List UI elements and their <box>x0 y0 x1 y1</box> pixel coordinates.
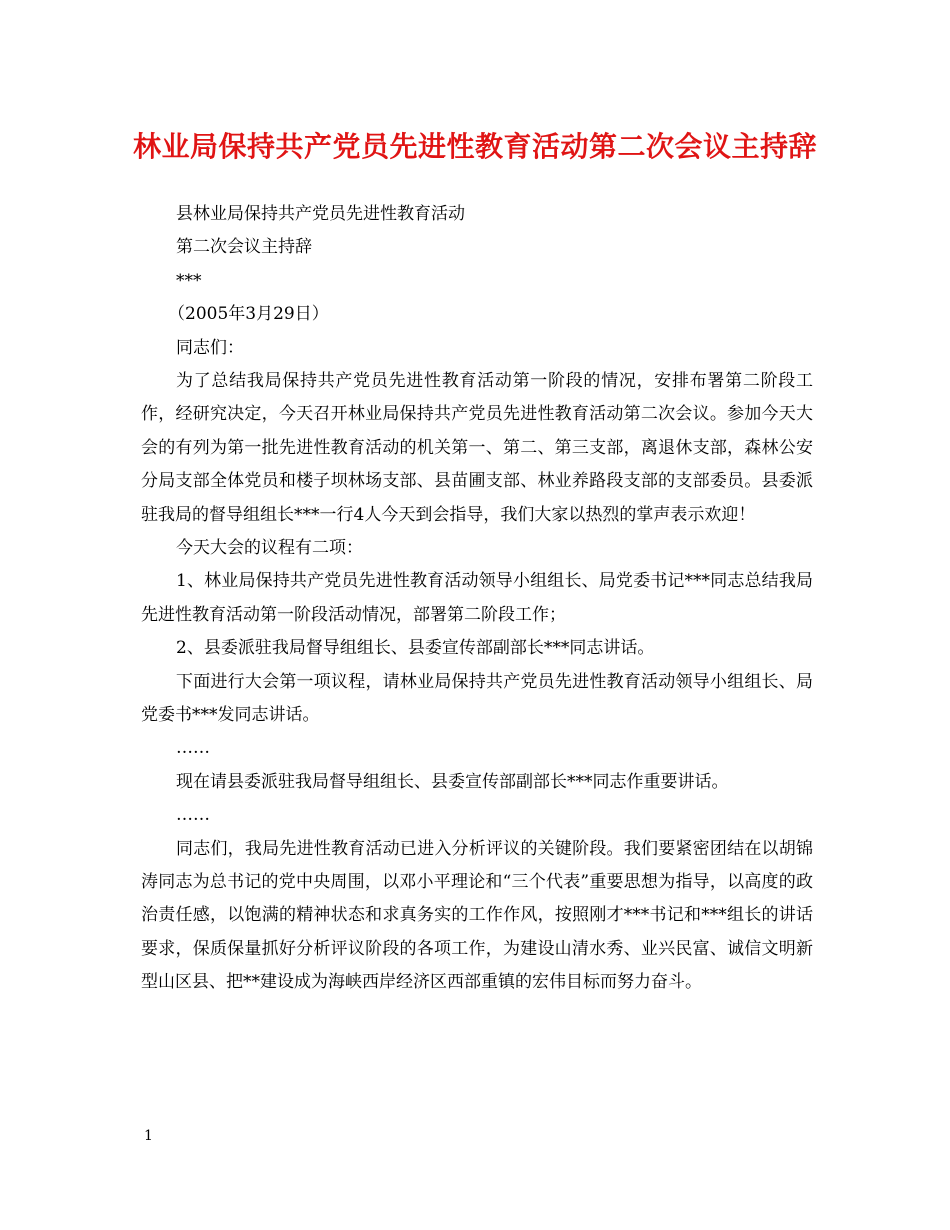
date-line: （2005年3月29日） <box>168 304 329 325</box>
document-title: 林业局保持共产党员先进性教育活动第二次会议主持辞 <box>132 130 817 163</box>
paragraph-closing: 同志们，我局先进性教育活动已进入分析评议的关键阶段。我们要紧密团结在以胡锦涛同志为总书记的党中央周围，以邓小平理论和“三个代表”重要思想为指导，以高度的政治责任感，以饱满的精神状态和求真务实的工作作风，按照刚才***书记和***组长的讲话要求，保质保量抓好分析评议阶段的各项工作，为建设山清水秀、业兴民富、诚信文明新型山区县、把**建设成为海峡西岸经济区西部重镇的宏伟目标而努力奋斗。 <box>141 838 813 993</box>
paragraph-second-agenda: 现在请县委派驻我局督导组组长、县委宣传部副部长***同志作重要讲话。 <box>176 771 729 792</box>
ellipsis-1: …… <box>176 738 210 759</box>
header-line-1: 县林业局保持共产党员先进性教育活动 <box>176 204 465 224</box>
author-line: *** <box>176 270 202 291</box>
paragraph-opening: 为了总结我局保持共产党员先进性教育活动第一阶段的情况，安排布署第二阶段工作，经研究决定，今天召开林业局保持共产党员先进性教育活动第二次会议。参加今天大会的有列为第一批先进性教育活动的机关第一、第二、第三支部，离退休支部，森林公安分局支部全体党员和楼子坝林场支部、县苗圃支部、林业养路段支部的支部委员。县委派驻我局的督导组组长***一行4人今天到会指导，我们大家以热烈的掌声表示欢迎！ <box>141 370 813 525</box>
header-line-2: 第二次会议主持辞 <box>176 237 312 258</box>
agenda-item-2: 2、县委派驻我局督导组组长、县委宣传部副部长***同志讲话。 <box>176 638 655 659</box>
page-number: 1 <box>144 1128 153 1144</box>
agenda-intro: 今天大会的议程有二项： <box>176 537 363 558</box>
ellipsis-2: …… <box>176 805 210 826</box>
document-body <box>141 198 813 1000</box>
agenda-item-1: 1、林业局保持共产党员先进性教育活动领导小组组长、局党委书记***同志总结我局先进性教育活动第一阶段活动情况，部署第二阶段工作； <box>141 571 813 625</box>
paragraph-first-agenda: 下面进行大会第一项议程，请林业局保持共产党员先进性教育活动领导小组组长、局党委书***发同志讲话。 <box>141 671 813 725</box>
salutation: 同志们： <box>176 337 244 358</box>
